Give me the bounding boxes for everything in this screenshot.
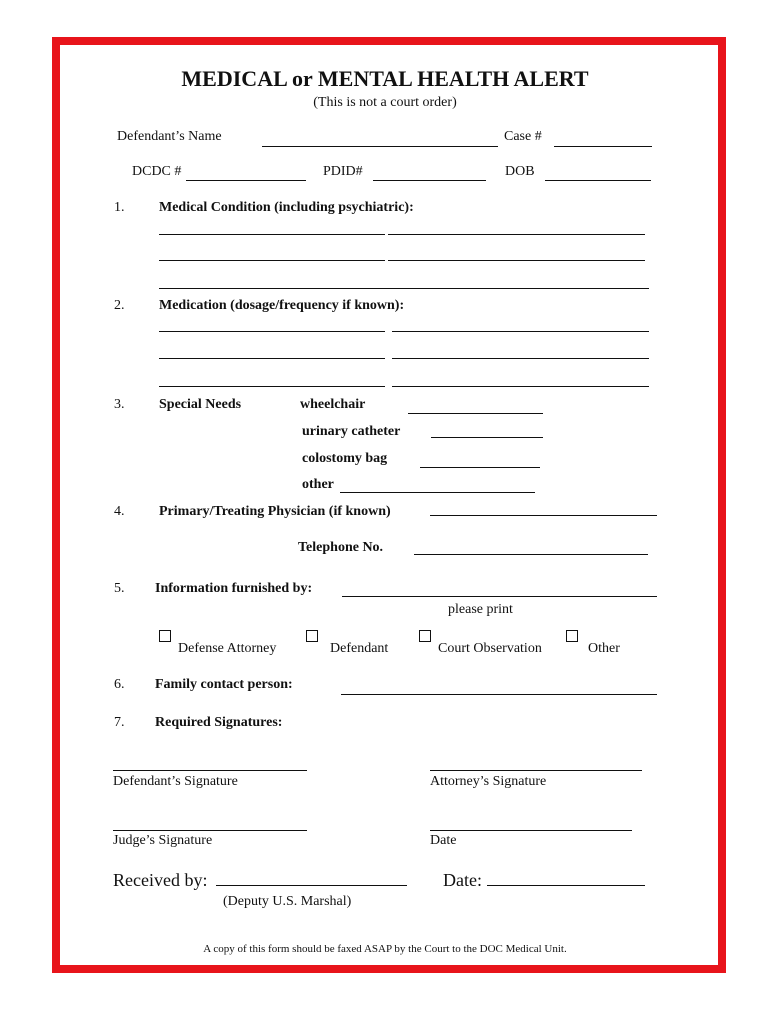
received-by-field[interactable] <box>216 885 407 886</box>
signature-date-label: Date <box>430 833 457 848</box>
physician-field[interactable] <box>430 515 657 516</box>
section-7-number: 7. <box>114 715 125 730</box>
judge-signature-label: Judge’s Signature <box>113 833 213 848</box>
section-4-number: 4. <box>114 504 125 519</box>
attorney-signature-label: Attorney’s Signature <box>430 774 547 789</box>
defense-attorney-checkbox[interactable] <box>159 630 171 642</box>
section-4-label: Primary/Treating Physician (if known) <box>159 504 391 519</box>
section-6-number: 6. <box>114 677 125 692</box>
dob-label: DOB <box>505 164 535 179</box>
medication-line-3b[interactable] <box>392 386 649 387</box>
colostomy-bag-label: colostomy bag <box>302 451 388 466</box>
other-needs-field[interactable] <box>340 492 535 493</box>
section-6-label: Family contact person: <box>155 677 293 692</box>
court-observation-label: Court Observation <box>438 641 542 656</box>
judge-signature-field[interactable] <box>113 830 307 831</box>
urinary-catheter-field[interactable] <box>431 437 543 438</box>
telephone-field[interactable] <box>414 554 648 555</box>
medical-condition-line-3[interactable] <box>159 288 649 289</box>
medical-condition-line-1a[interactable] <box>159 234 385 235</box>
other-checkbox[interactable] <box>566 630 578 642</box>
dcdc-label: DCDC # <box>132 164 182 179</box>
other-needs-label: other <box>302 477 334 492</box>
defendant-name-field[interactable] <box>262 146 498 147</box>
deputy-marshal-label: (Deputy U.S. Marshal) <box>223 894 352 909</box>
section-5-number: 5. <box>114 581 125 596</box>
signature-date-field[interactable] <box>430 830 632 831</box>
defendant-name-label: Defendant’s Name <box>117 129 222 144</box>
furnished-by-field[interactable] <box>342 596 657 597</box>
pdid-field[interactable] <box>373 180 486 181</box>
case-number-label: Case # <box>504 129 542 144</box>
other-option-label: Other <box>588 641 620 656</box>
case-number-field[interactable] <box>554 146 652 147</box>
defendant-option-label: Defendant <box>330 641 389 656</box>
pdid-label: PDID# <box>323 164 363 179</box>
medication-line-2a[interactable] <box>159 358 385 359</box>
defense-attorney-label: Defense Attorney <box>178 641 277 656</box>
defendant-signature-field[interactable] <box>113 770 307 771</box>
received-date-field[interactable] <box>487 885 645 886</box>
defendant-checkbox[interactable] <box>306 630 318 642</box>
medication-line-1a[interactable] <box>159 331 385 332</box>
dob-field[interactable] <box>545 180 651 181</box>
attorney-signature-field[interactable] <box>430 770 642 771</box>
section-2-label: Medication (dosage/frequency if known): <box>159 298 405 313</box>
please-print-hint: please print <box>448 602 513 617</box>
telephone-label: Telephone No. <box>298 540 384 555</box>
footer-note: A copy of this form should be faxed ASAP by the Court to the DOC Medical Unit. <box>203 943 567 955</box>
wheelchair-field[interactable] <box>408 413 543 414</box>
urinary-catheter-label: urinary catheter <box>302 424 401 439</box>
colostomy-bag-field[interactable] <box>420 467 540 468</box>
medical-condition-line-2b[interactable] <box>388 260 645 261</box>
section-3-label: Special Needs <box>159 397 242 412</box>
medication-line-3a[interactable] <box>159 386 385 387</box>
family-contact-field[interactable] <box>341 694 657 695</box>
wheelchair-label: wheelchair <box>300 397 366 412</box>
form-title: MEDICAL or MENTAL HEALTH ALERT <box>181 66 589 91</box>
court-observation-checkbox[interactable] <box>419 630 431 642</box>
section-3-number: 3. <box>114 397 125 412</box>
medication-line-1b[interactable] <box>392 331 649 332</box>
medical-condition-line-2a[interactable] <box>159 260 385 261</box>
medical-condition-line-1b[interactable] <box>388 234 645 235</box>
medication-line-2b[interactable] <box>392 358 649 359</box>
dcdc-field[interactable] <box>186 180 306 181</box>
section-1-number: 1. <box>114 200 125 215</box>
received-date-label: Date: <box>443 870 482 890</box>
defendant-signature-label: Defendant’s Signature <box>113 774 238 789</box>
form-subtitle: (This is not a court order) <box>313 95 457 110</box>
section-1-label: Medical Condition (including psychiatric): <box>159 200 414 215</box>
received-by-label: Received by: <box>113 870 208 890</box>
section-5-label: Information furnished by: <box>155 581 313 596</box>
section-7-label: Required Signatures: <box>155 715 283 730</box>
section-2-number: 2. <box>114 298 125 313</box>
